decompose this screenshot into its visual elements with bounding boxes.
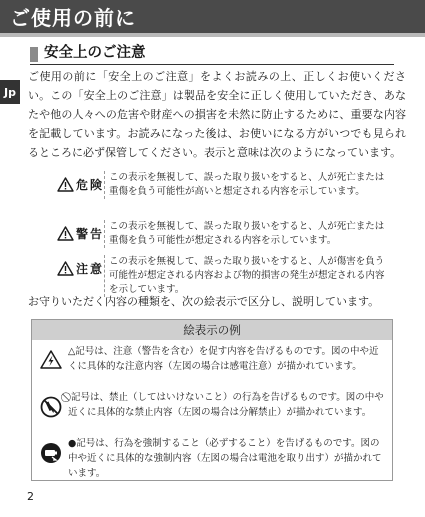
page-title: ご使用の前に: [10, 6, 136, 30]
warning-triangle-icon: [57, 261, 74, 276]
warning-levels-table: [57, 168, 389, 299]
warning-row-danger: [57, 168, 389, 215]
warning-label: 警告: [76, 227, 105, 241]
symbol-legend-box: [31, 319, 393, 481]
legend-item: [32, 390, 392, 436]
warning-triangle-icon: [57, 226, 74, 241]
no-disassembly-icon: [40, 396, 62, 418]
section-marker: [30, 47, 38, 62]
warning-row-warning: [57, 215, 389, 250]
page-number: 2: [27, 490, 34, 503]
legend-item: [32, 340, 392, 390]
intro-paragraph: ご使用の前に「安全上のご注意」をよくお読みの上、正しくお使いください。この「安全上のご注意」は製品を安全に正しく使用していただき、あなたや他の人々への危害や財産への損害を未然に防止するために、重要な内容を記載しています。お読みになった後は、お使いになる方がいつでも見られるところに必ず保管してください。表示と意味は次のようになっています。: [28, 70, 406, 159]
warning-description: この表示を無視して、誤った取り扱いをすると、人が死亡または重傷を負う可能性が高いと想定される内容を示しています。: [104, 171, 389, 199]
warning-row-caution: [57, 250, 389, 299]
warning-key: [57, 255, 104, 277]
warning-description: この表示を無視して、誤った取り扱いをすると、人が死亡または重傷を負う可能性が想定される内容を示しています。: [104, 220, 389, 248]
warning-label: 注意: [76, 262, 105, 276]
legend-title: 絵表示の例: [32, 320, 392, 340]
section-heading: [30, 46, 394, 65]
warning-key: [57, 220, 104, 242]
warning-key: [57, 171, 104, 193]
electric-shock-caution-icon: [40, 350, 62, 369]
header-bar: [0, 0, 425, 37]
language-tab: Jp: [0, 80, 20, 104]
warning-description: この表示を無視して、誤った取り扱いをすると、人が傷害を負う可能性が想定される内容および物的損害の発生が想定される内容を示しています。: [104, 255, 389, 297]
section-title: 安全上のご注意: [44, 45, 146, 61]
legend-description: ⃠ 記号は、禁止（してはいけないこと）の行為を告げるものです。図の中や近くに具体的な禁止内容（左図の場合は分解禁止）が描かれています。: [68, 392, 384, 418]
legend-item: [32, 436, 392, 480]
legend-description: ●記号は、行為を強制すること（必ずすること）を告げるものです。図の中や近くに具体的な強制内容（左図の場合は電池を取り出す）が描かれています。: [68, 438, 382, 479]
warning-label: 危険: [76, 178, 105, 192]
warning-triangle-icon: [57, 177, 74, 192]
symbol-kinds-intro: お守りいただく内容の種類を、次の絵表示で区分し、説明しています。: [28, 295, 380, 308]
remove-battery-icon: [40, 442, 62, 464]
legend-description: △記号は、注意（警告を含む）を促す内容を告げるものです。図の中や近くに具体的な注意内容（左図の場合は感電注意）が描かれています。: [68, 346, 379, 372]
